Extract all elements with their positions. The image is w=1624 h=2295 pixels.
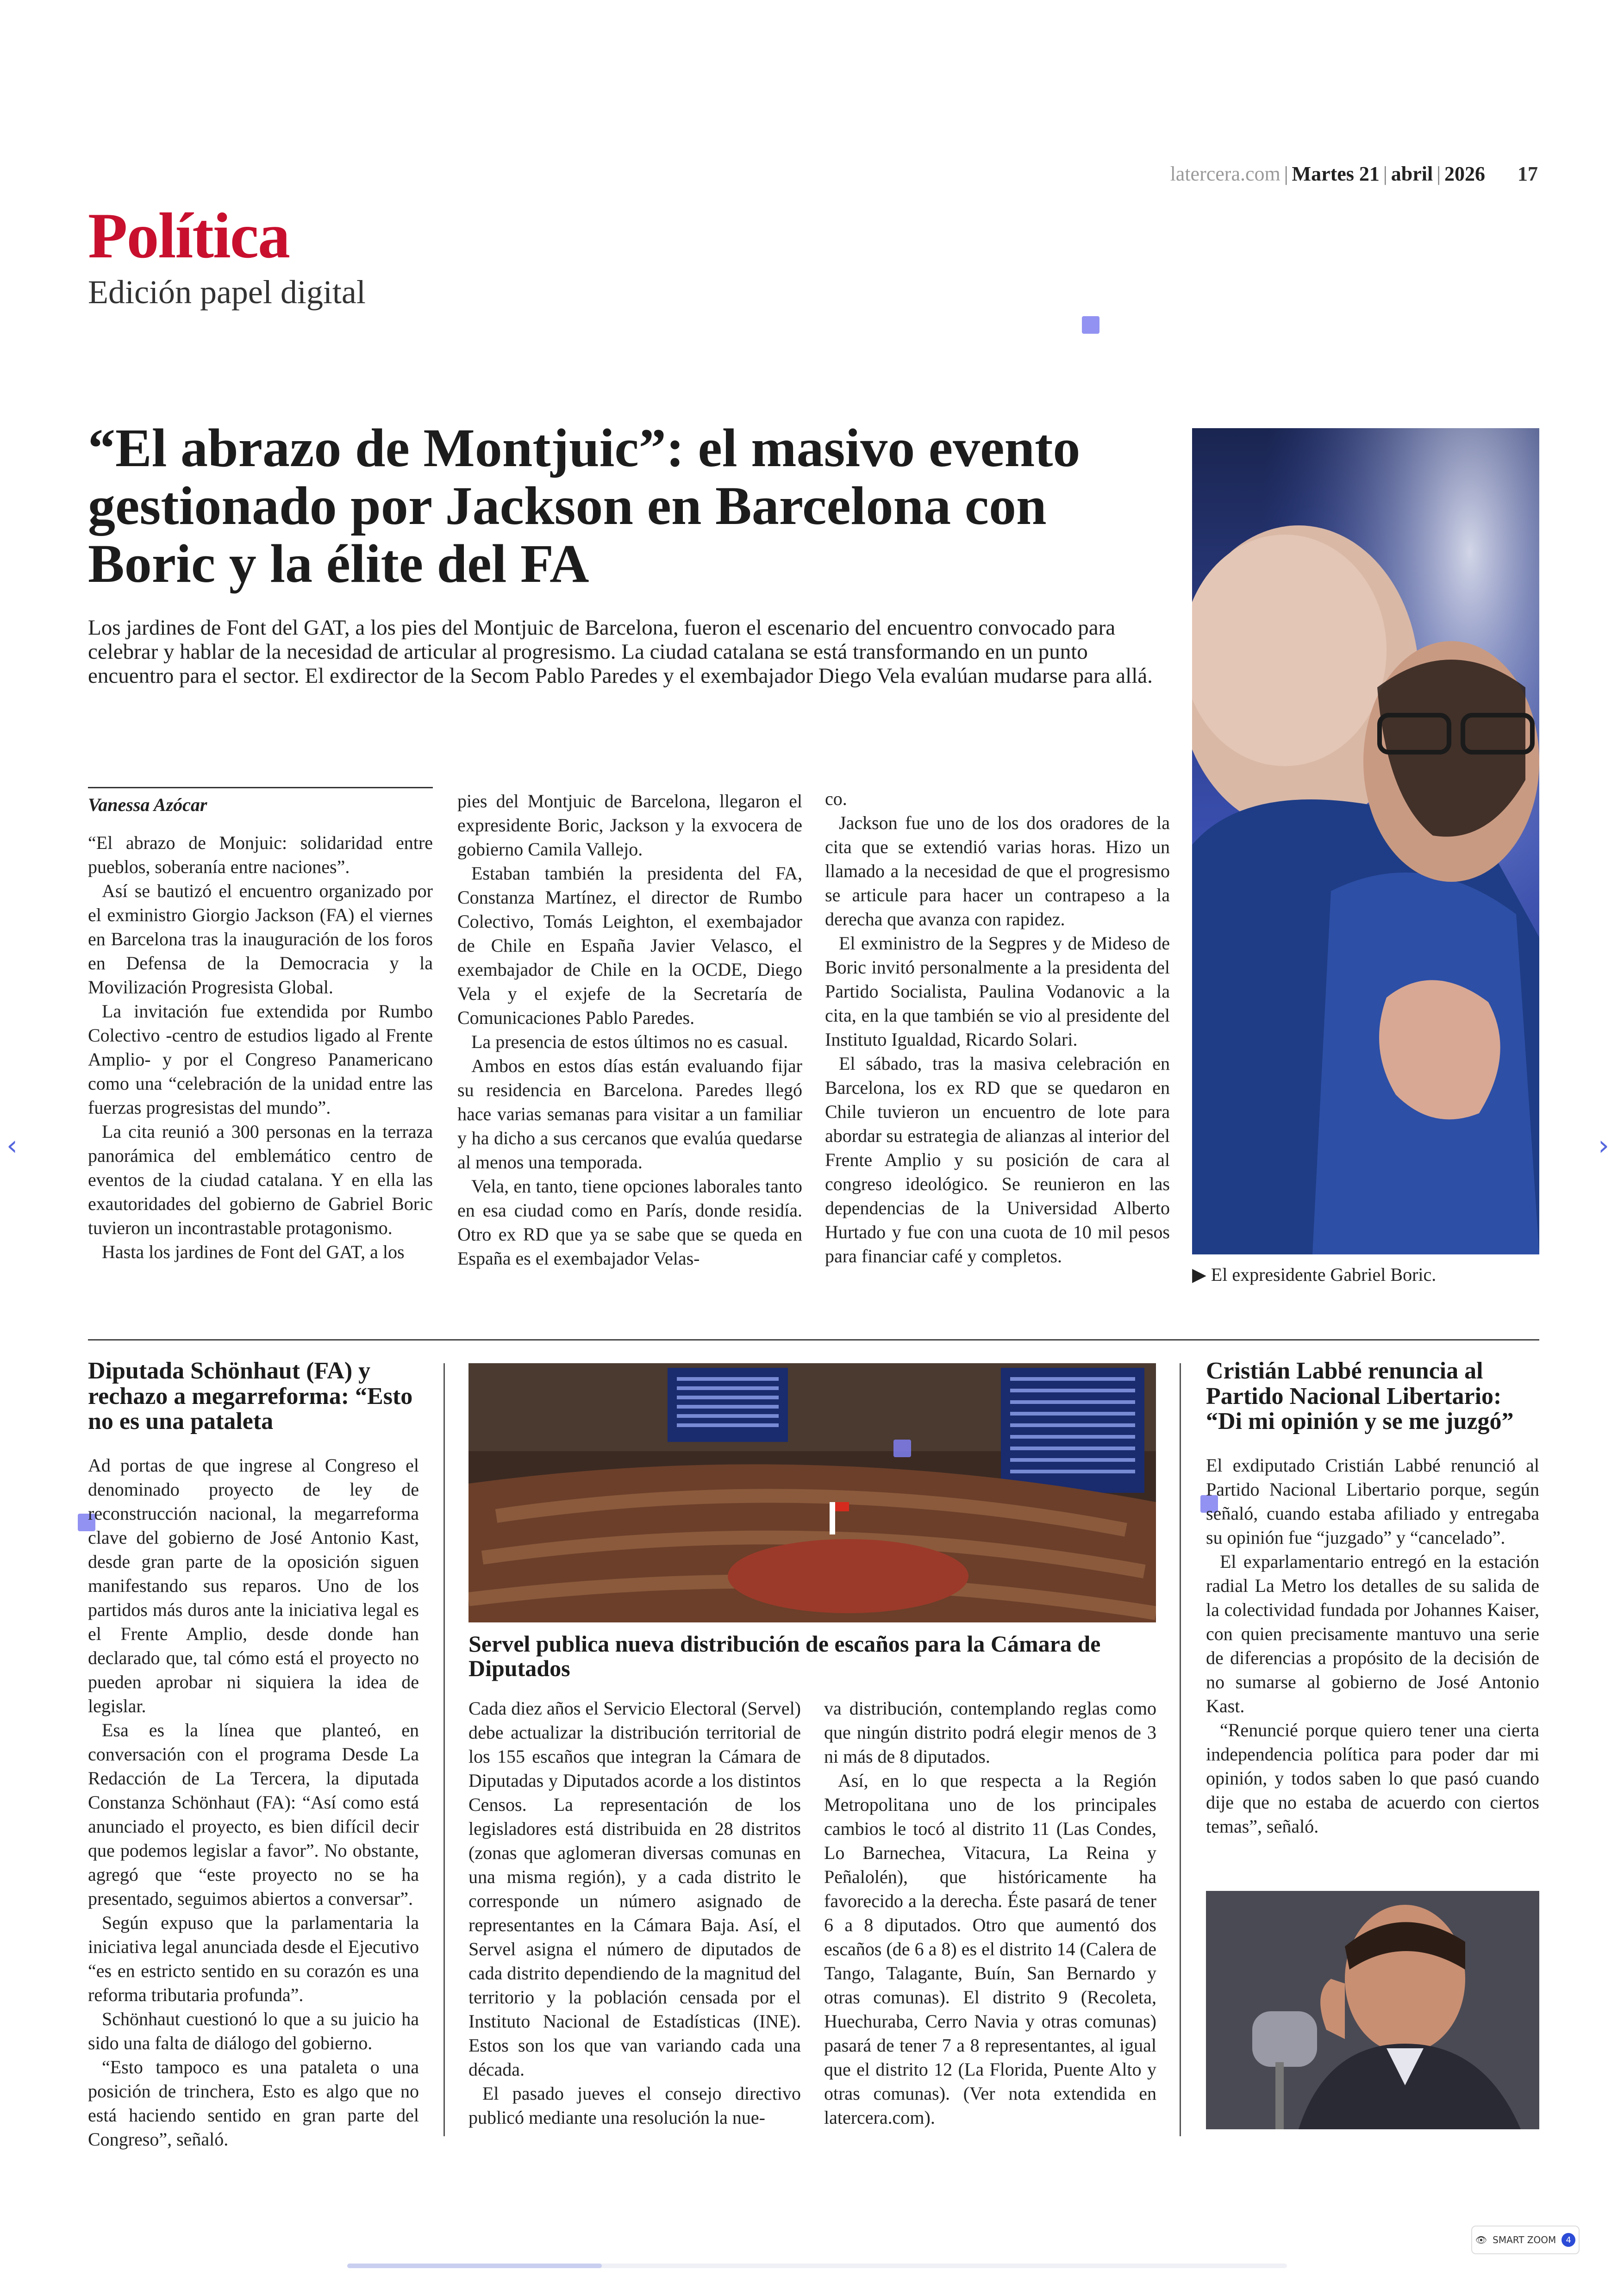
boric-photo-illustration xyxy=(1192,428,1539,1254)
main-headline: “El abrazo de Montjuic”: el masivo evento gestionado por Jackson en Barcelona con Boric y la élite del FA xyxy=(88,418,1081,594)
paragraph: El pasado jueves el consejo directivo publicó mediante una resolución la nue- xyxy=(468,2083,801,2128)
caption-text: El expresidente Gabriel Boric. xyxy=(1211,1264,1437,1285)
horizontal-scroll-thumb[interactable] xyxy=(347,2264,602,2268)
byline: Vanessa Azócar xyxy=(88,787,433,816)
boric-photo-caption xyxy=(1192,1264,1539,1285)
paragraph: Así se bautizó el encuentro organizado por el exministro Giorgio Jackson (FA) el viernes en Barcelona tras la inauguración de los foros en Defensa de la Democracia y la Movilización Progresista Global. xyxy=(88,880,433,998)
congress-photo xyxy=(468,1363,1156,1622)
site-name: latercera.com xyxy=(1170,162,1280,185)
main-deck: Los jardines de Font del GAT, a los pies del Montjuic de Barcelona, fueron el escenario del encuentro convocado para celebrar y hablar de la necesidad de articular al progresismo. La ciudad catalana se está transformando en un punto encuentro para el sector. El exdirector de la Secom Pablo Paredes y el exembajador Diego Vela evalúan mudarse para allá. xyxy=(88,616,1153,688)
paragraph: Ambos en estos días están evaluando fijar su residencia en Barcelona. Paredes llegó hace varias semanas para visitar a un familiar y ha dicho a sus cercanos que evalúa quedarse al menos una temporada. xyxy=(457,1055,802,1172)
paragraph: Schönhaut cuestionó lo que a su juicio ha sido una falta de diálogo del gobierno. xyxy=(88,2008,419,2053)
right-article-headline: Cristián Labbé renuncia al Partido Nacional Libertario: “Di mi opinión y se me juzgó” xyxy=(1206,1358,1514,1435)
caption-arrow-icon: ▶ xyxy=(1192,1264,1206,1285)
header-year: 2026 xyxy=(1444,162,1485,185)
eye-icon: 👁 xyxy=(1475,2234,1487,2245)
labbe-photo-illustration xyxy=(1206,1891,1539,2129)
paragraph: “Renuncié porque quiero tener una cierta independencia política para poder dar mi opinión, y todos saben lo que pasó cuando dije que no estaba de acuerdo con ciertos temas”, señaló. xyxy=(1206,1720,1539,1837)
smart-zoom-count: 4 xyxy=(1562,2233,1575,2247)
paragraph: va distribución, contemplando reglas como que ningún distrito podrá elegir menos de 3 ni más de 8 diputados. xyxy=(824,1698,1156,1767)
center-article-headline: Servel publica nueva distribución de escaños para la Cámara de Diputados xyxy=(468,1631,1101,1681)
paragraph: El exdiputado Cristián Labbé renunció al Partido Nacional Libertario porque, según señaló, cuando estaba afiliado y entregaba su opinión fue “juzgado” y “cancelado”. xyxy=(1206,1455,1539,1548)
previous-page-icon[interactable]: ‹ xyxy=(6,1129,18,1162)
congress-photo-illustration xyxy=(468,1363,1156,1622)
smart-zoom-label: SMART ZOOM xyxy=(1493,2234,1556,2245)
main-article-col-3 xyxy=(825,787,1170,1268)
column-rule xyxy=(443,1363,445,2136)
annotation-marker[interactable] xyxy=(1082,316,1099,334)
left-article-headline: Diputada Schönhaut (FA) y rechazo a megarreforma: “Esto no es una pataleta xyxy=(88,1358,413,1435)
paragraph: Ad portas de que ingrese al Congreso el denominado proyecto de ley de reconstrucción nacional, la megarreforma clave del gobierno de José Antonio Kast, desde gran parte de la oposición siguen manifestando sus reparos. Uno de los partidos más duros ante la iniciativa legal es el Frente Amplio, desde donde han declarado que, tal cómo está el proyecto no pueden aprobar ni siquiera la idea de legislar. xyxy=(88,1455,419,1716)
paragraph: Estaban también la presidenta del FA, Constanza Martínez, el director de Rumbo Colectivo, Tomás Leighton, el exembajador de Chile en España Javier Velasco, el exembajador de Chile en la OCDE, Diego Vela y el exjefe de la Secretaría de Comunicaciones Pablo Paredes. xyxy=(457,863,802,1028)
header-day: Martes 21 xyxy=(1292,162,1380,185)
annotation-marker[interactable] xyxy=(893,1440,911,1457)
paragraph: La cita reunió a 300 personas en la terraza panorámica del emblemático centro de eventos de la ciudad catalana. Y en ella las exautoridades del gobierno de Gabriel Boric tuvieron un incontrastable protagonismo. xyxy=(88,1121,433,1238)
paragraph: El exministro de la Segpres y de Mideso de Boric invitó personalmente a la presidenta del Partido Socialista, Paulina Vodanovic a la cita, en la que también se vio al presidente del Instituto Igualdad, Ricardo Solari. xyxy=(825,933,1170,1050)
section-subtitle: Edición papel digital xyxy=(88,274,366,311)
center-article-col-1 xyxy=(468,1696,801,2130)
paragraph: co. xyxy=(825,788,847,809)
center-article-col-2 xyxy=(824,1696,1156,2130)
paragraph: Según expuso que la parlamentaria la iniciativa legal anunciada desde el Ejecutivo “es en estricto sentido en su corazón es una reforma tributaria profunda”. xyxy=(88,1912,419,2005)
paragraph: Hasta los jardines de Font del GAT, a los xyxy=(102,1241,405,1262)
right-article-body xyxy=(1206,1453,1539,1839)
page-number: 17 xyxy=(1518,162,1538,185)
left-article-body xyxy=(88,1453,419,2152)
boric-photo xyxy=(1192,428,1539,1254)
smart-zoom-button[interactable] xyxy=(1471,2226,1580,2254)
next-page-icon[interactable]: › xyxy=(1598,1129,1609,1162)
header-month: abril xyxy=(1391,162,1433,185)
main-article-col-1 xyxy=(88,831,433,1264)
column-rule xyxy=(1180,1363,1181,2136)
paragraph: Jackson fue uno de los dos oradores de la cita que se extendió varias horas. Hizo un llamado a la necesidad de que el progresismo se articule para hacer un contrapeso a la derecha que avanza con rapidez. xyxy=(825,812,1170,929)
section-divider xyxy=(88,1339,1539,1341)
page-header-meta: latercera.com | Martes 21 | abril | 2026 17 xyxy=(1170,162,1538,185)
paragraph: Así, en lo que respecta a la Región Metropolitana uno de los principales cambios le tocó al distrito 11 (Las Condes, Lo Barnechea, Vitacura, La Reina y Peñalolén), que históricamente ha favorecido a la derecha. Éste pasará de tener 6 a 8 diputados. Otro que aumentó dos escaños (de 6 a 8) es el distrito 14 (Calera de Tango, Talagante, Buín, San Bernardo y otras comunas). El distrito 9 (Recoleta, Huechuraba, Cerro Navia y otras comunas) pasará de tener 7 a 8 representantes, al igual que el distrito 12 (La Florida, Puente Alto y otras comunas). (Ver nota extendida en latercera.com). xyxy=(824,1770,1156,2128)
paragraph: El exparlamentario entregó en la estación radial La Metro los detalles de su salida de la colectividad fundada por Johannes Kaiser, con quien precisamente mantuvo una serie de diferencias a propósito de la decisión de no sumarse al gobierno de José Antonio Kast. xyxy=(1206,1551,1539,1716)
paragraph: Esa es la línea que planteó, en conversación con el programa Desde La Redacción de La Tercera, la diputada Constanza Schönhaut (FA): “Así como está anunciado el proyecto, es bien difícil decir que podemos legislar a favor”. No obstante, agregó que “este proyecto no se ha presentado, seguimos abiertos a conversar”. xyxy=(88,1720,419,1909)
paragraph: Vela, en tanto, tiene opciones laborales tanto en esa ciudad como en París, donde residía. Otro ex RD que ya se sabe que se queda en España es el exembajador Velas- xyxy=(457,1176,802,1269)
paragraph: “El abrazo de Monjuic: solidaridad entre pueblos, soberanía entre naciones”. xyxy=(88,832,433,877)
paragraph: El sábado, tras la masiva celebración en Barcelona, los ex RD que se quedaron en Chile tuvieron un encuentro de lote para abordar su estrategia de alianzas al interior del Frente Amplio y su posición de cara al congreso ideológico. Se reunieron en las dependencias de la Universidad Alberto Hurtado y fue con una cuota de 10 mil pesos para financiar café y completos. xyxy=(825,1053,1170,1266)
paragraph: La invitación fue extendida por Rumbo Colectivo -centro de estudios ligado al Frente Amplio- y por el Congreso Panamericano como una “celebración de la unidad entre las fuerzas progresistas del mundo”. xyxy=(88,1001,433,1118)
labbe-photo xyxy=(1206,1891,1539,2129)
section-title: Política xyxy=(88,200,289,272)
paragraph: Cada diez años el Servicio Electoral (Servel) debe actualizar la distribución territorial de los 155 escaños que integran la Cámara de Diputadas y Diputados acorde a los distintos Censos. La representación de los legisladores está distribuida en 28 distritos (zonas que aglomeran diversas comunas en una misma región), y a cada distrito le corresponde un número asignado de representantes en la Cámara Baja. Así, el Servel asigna el número de diputados de cada distrito dependiendo de la magnitud del territorio y la población censada por el Instituto Nacional de Estadísticas (INE). Estos son los que van variando cada una década. xyxy=(468,1698,801,2080)
main-article-col-2 xyxy=(457,789,802,1271)
paragraph: pies del Montjuic de Barcelona, llegaron el expresidente Boric, Jackson y la exvocera de gobierno Camila Vallejo. xyxy=(457,791,802,860)
paragraph: La presencia de estos últimos no es casual. xyxy=(471,1031,788,1052)
paragraph: “Esto tampoco es una pataleta o una posición de trinchera, Esto es algo que no está haciendo sentido en gran parte del Congreso”, señaló. xyxy=(88,2057,419,2150)
